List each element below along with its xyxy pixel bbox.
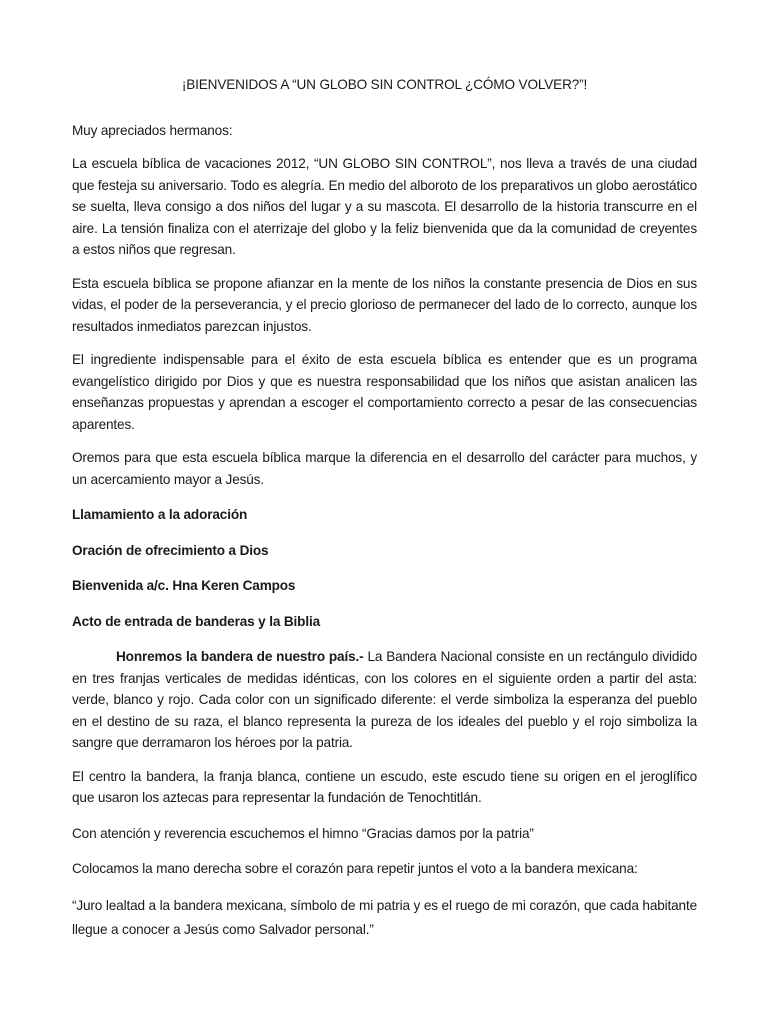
flag-lead-text: La Bandera Nacional consiste en un rectángulo dividido en tres franjas verticales de medidas idénticas, con los colores en el siguiente orden a partir del asta: verde, blanco y rojo. Cada color con un significado diferente: el verde simboliza la esperanza del pueblo en el destino de su raza, el blanco representa la pureza de los ideales del pueblo y el rojo simboliza la sangre que derramaron los héroes por la patria. xyxy=(72,649,697,750)
paragraph-prayer: Oremos para que esta escuela bíblica marque la diferencia en el desarrollo del carácter para muchos, y un acercamiento mayor a Jesús. xyxy=(72,450,697,487)
salutation: Muy apreciados hermanos: xyxy=(72,122,233,138)
paragraph-himno: Con atención y reverencia escuchemos el himno “Gracias damos por la patria” xyxy=(72,825,534,841)
paragraph-purpose: Esta escuela bíblica se propone afianzar en la mente de los niños la constante presencia de Dios en sus vidas, el poder de la perseverancia, y el precio glorioso de permanecer del lado de lo correcto, aunque los resultados inmediatos parezcan injustos. xyxy=(72,275,697,334)
document-title: ¡BIENVENIDOS A “UN GLOBO SIN CONTROL ¿CÓMO VOLVER?”! xyxy=(181,77,588,92)
flag-lead-bold: Honremos la bandera de nuestro país.- xyxy=(116,649,364,664)
paragraph-escudo: El centro la bandera, la franja blanca, contiene un escudo, este escudo tiene su origen en el jeroglífico que usaron los aztecas para representar la fundación de Tenochtitlán. xyxy=(72,768,697,805)
heading-banderas: Acto de entrada de banderas y la Biblia xyxy=(72,613,320,629)
paragraph-mano: Colocamos la mano derecha sobre el corazón para repetir juntos el voto a la bandera mexicana: xyxy=(72,861,638,876)
paragraph-ingredient: El ingrediente indispensable para el éxito de esta escuela bíblica es entender que es un programa evangelístico dirigido por Dios y que es nuestra responsabilidad que los niños que asistan analicen las enseñanzas propuestas y aprendan a escoger el comportamiento correcto a pesar de las consecuencias aparentes. xyxy=(72,352,697,432)
heading-bienvenida: Bienvenida a/c. Hna Keren Campos xyxy=(72,578,296,593)
paragraph-intro: La escuela bíblica de vacaciones 2012, “UN GLOBO SIN CONTROL”, nos lleva a través de una ciudad que festeja su aniversario. Todo es alegría. En medio del alboroto de los preparativos un globo aerostático se suelta, lleva consigo a dos niños del lugar y a su mascota. El desarrollo de la historia transcurre en el aire. La tensión finaliza con el aterrizaje del globo y la feliz bienvenida que da la comunidad de creyentes a estos niños que regresan. xyxy=(72,156,697,257)
heading-adoracion: Llamamiento a la adoración xyxy=(72,507,248,522)
heading-oracion: Oración de ofrecimiento a Dios xyxy=(72,542,269,558)
paragraph-voto: “Juro lealtad a la bandera mexicana, símbolo de mi patria y es el ruego de mi corazón, que cada habitante llegue a conocer a Jesús como Salvador personal.” xyxy=(72,897,697,937)
document-page xyxy=(72,62,697,942)
paragraph-flag xyxy=(72,646,697,754)
